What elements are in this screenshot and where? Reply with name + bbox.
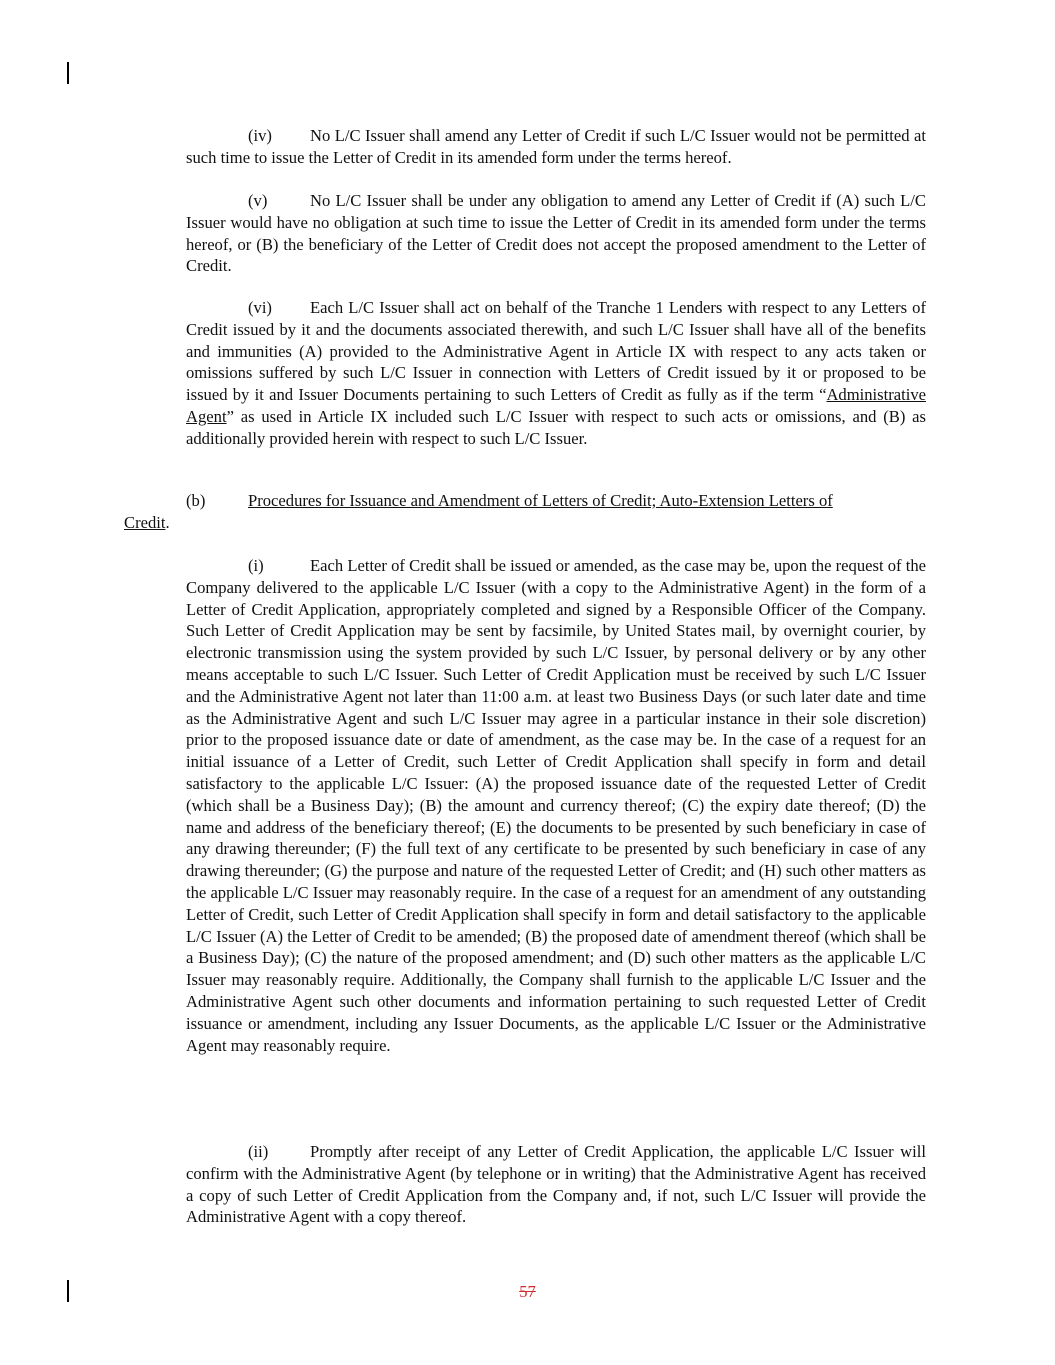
page-number: 57 <box>519 1282 536 1301</box>
paragraph-text: Each Letter of Credit shall be issued or amended, as the case may be, upon the request of the Company delivered to the applicable L/C Issuer (with a copy to the Administrative Agent) in the form of a Letter of Credit Application, appropriately completed and signed by a Responsible Officer of the Company. Such Letter of Credit Application may be sent by facsimile, by United States mail, by overnight courier, by electronic transmission using the system provided by such L/C Issuer, by personal delivery or by any other means acceptable to such L/C Issuer. Such Letter of Credit Application must be received by such L/C Issuer and the Administrative Agent not later than 11:00 a.m. at least two Business Days (or such later date and time as the Administrative Agent and such L/C Issuer may agree in a particular instance in their sole discretion) prior to the proposed issuance date or date of amendment, as the case may be. In the case of a request for an initial issuance of a Letter of Credit, such Letter of Credit Application shall specify in form and detail satisfactory to the applicable L/C Issuer: (A) the proposed issuance date of the requested Letter of Credit (which shall be a Business Day); (B) the amount and currency thereof; (C) the expiry date thereof; (D) the name and address of the beneficiary thereof; (E) the documents to be presented by such beneficiary in case of any drawing thereunder; (F) the full text of any certificate to be presented by such beneficiary in case of any drawing thereunder; (G) the purpose and nature of the requested Letter of Credit; and (H) such other matters as the applicable L/C Issuer may reasonably require. In the case of a request for an amendment of any outstanding Letter of Credit, such Letter of Credit Application shall specify in form and detail satisfactory to the applicable L/C Issuer (A) the Letter of Credit to be amended; (B) the proposed date of amendment thereof (which shall be a Business Day); (C) the nature of the proposed amendment; and (D) such other matters as the applicable L/C Issuer may reasonably require. Additionally, the Company shall furnish to the applicable L/C Issuer and the Administrative Agent such other documents and information pertaining to such requested Letter of Credit issuance or amendment, including any Issuer Documents, as the applicable L/C Issuer or the Administrative Agent may reasonably require. <box>186 556 926 1055</box>
sub-paragraph-ii <box>186 1141 926 1228</box>
sub-paragraph-i <box>186 555 926 1056</box>
change-bar-top <box>67 62 69 84</box>
defined-term: Administrative Agent <box>186 385 926 426</box>
paragraph-vi <box>186 297 926 450</box>
section-title-cont: Credit <box>124 513 166 532</box>
paragraph-text: Promptly after receipt of any Letter of Credit Application, the applicable L/C Issuer will confirm with the Administrative Agent (by telephone or in writing) that the Administrative Agent has received a copy of such Letter of Credit Application from the Company and, if not, such L/C Issuer will provide the Administrative Agent with a copy thereof. <box>186 1142 926 1227</box>
paragraph-text: No L/C Issuer shall be under any obligation to amend any Letter of Credit if (A) such L/C Issuer would have no obligation at such time to issue the Letter of Credit in its amended form under the terms hereof, or (B) the beneficiary of the Letter of Credit does not accept the proposed amendment to the Letter of Credit. <box>186 191 926 276</box>
paragraph-text: Each L/C Issuer shall act on behalf of the Tranche 1 Lenders with respect to any Letters of Credit issued by it and the documents associated therewith, and such L/C Issuer shall have all of the benefits and immunities (A) provided to the Administrative Agent in Article IX with respect to any acts taken or omissions suffered by such L/C Issuer in connection with Letters of Credit issued by it or proposed to be issued by it and Issuer Documents pertaining to such Letters of Credit as fully as if the term “ <box>186 298 926 405</box>
section-label: (b) <box>186 491 206 510</box>
paragraph-number: (v) <box>248 191 268 210</box>
section-title: Procedures for Issuance and Amendment of Letters of Credit; Auto-Extension Letters of <box>248 491 833 510</box>
paragraph-number: (vi) <box>248 298 272 317</box>
section-b-heading <box>186 490 926 512</box>
paragraph-iv <box>186 125 926 169</box>
section-b-heading-cont <box>124 512 170 534</box>
paragraph-number: (ii) <box>248 1142 269 1161</box>
paragraph-number: (i) <box>248 556 264 575</box>
paragraph-number: (iv) <box>248 126 272 145</box>
paragraph-v <box>186 190 926 277</box>
section-title-period: . <box>165 513 170 532</box>
paragraph-text-cont: ” as used in Article IX included such L/C Issuer with respect to such acts or omissions, and (B) as additionally provided herein with respect to such L/C Issuer. <box>186 406 926 448</box>
paragraph-text: No L/C Issuer shall amend any Letter of Credit if such L/C Issuer would not be permitted at such time to issue the Letter of Credit in its amended form under the terms hereof. <box>186 126 926 167</box>
